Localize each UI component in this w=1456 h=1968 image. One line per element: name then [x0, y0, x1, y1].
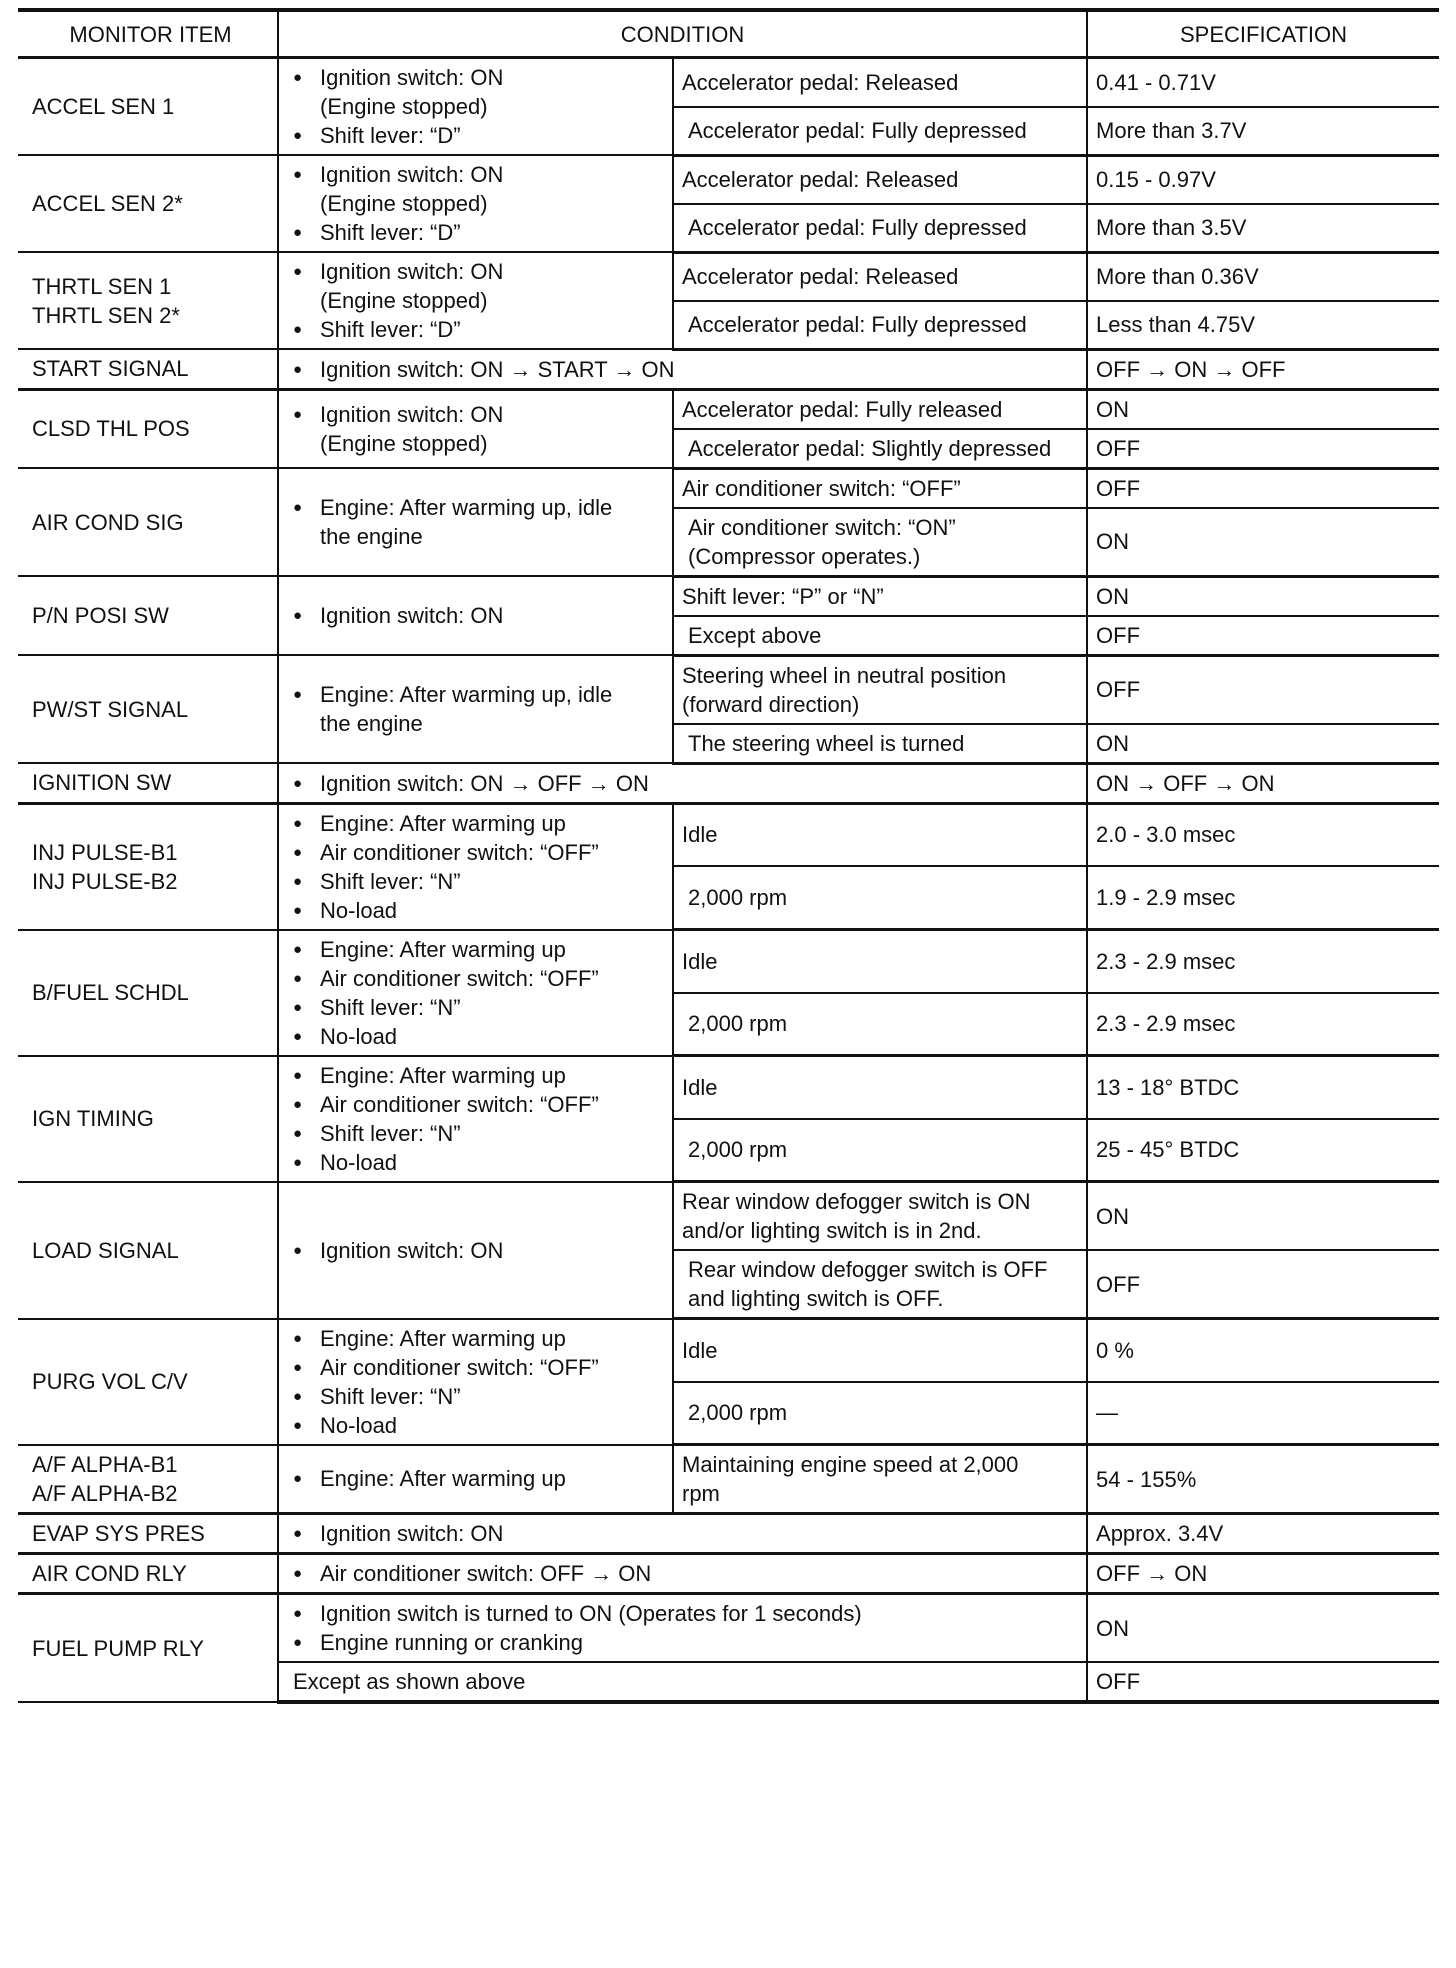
specification-value: Less than 4.75V	[1087, 301, 1439, 350]
condition-specific: Accelerator pedal: Fully depressed	[673, 204, 1087, 253]
monitor-item-name: AIR COND RLY	[18, 1554, 278, 1594]
specification-value: More than 3.5V	[1087, 204, 1439, 253]
specification-value: Approx. 3.4V	[1087, 1514, 1439, 1554]
specification-value: OFF	[1087, 655, 1439, 724]
specification-value: OFF	[1087, 616, 1439, 656]
table-row	[18, 252, 1439, 301]
specification-value: OFF → ON	[1087, 1554, 1439, 1594]
condition-specific: 2,000 rpm	[673, 866, 1087, 929]
condition-general	[278, 1594, 1087, 1663]
specification-value: ON	[1087, 1182, 1439, 1251]
condition-bullet-list	[287, 935, 664, 1051]
condition-bullet-item: ● Shift lever: “N”	[293, 1119, 664, 1148]
condition-bullet-list	[287, 809, 664, 925]
condition-specific: 2,000 rpm	[673, 1119, 1087, 1182]
condition-bullet-item: ● Shift lever: “N”	[293, 993, 664, 1022]
condition-bullet-list	[287, 1464, 664, 1493]
monitor-item-name: ACCEL SEN 2*	[18, 155, 278, 252]
table-row	[18, 468, 1439, 508]
specification-value: —	[1087, 1382, 1439, 1445]
condition-bullet-item: ● Ignition switch: ON (Engine stopped)	[293, 400, 664, 458]
monitor-item-name: PW/ST SIGNAL	[18, 655, 278, 763]
monitor-item-name: CLSD THL POS	[18, 389, 278, 468]
condition-specific: 2,000 rpm	[673, 993, 1087, 1056]
condition-specific: Accelerator pedal: Released	[673, 155, 1087, 204]
specification-value: 25 - 45° BTDC	[1087, 1119, 1439, 1182]
condition-bullet-item: ● Engine: After warming up, idle the engine	[293, 680, 664, 738]
condition-bullet-list	[287, 257, 664, 344]
table-row	[18, 349, 1439, 389]
condition-bullet-item: ● Ignition switch: ON	[293, 601, 664, 630]
specification-value: ON → OFF → ON	[1087, 763, 1439, 803]
condition-specific: 2,000 rpm	[673, 1382, 1087, 1445]
header-specification: SPECIFICATION	[1087, 10, 1439, 58]
condition-general: Except as shown above	[278, 1662, 1087, 1702]
specification-value: 54 - 155%	[1087, 1445, 1439, 1514]
condition-specific: Air conditioner switch: “ON” (Compressor operates.)	[673, 508, 1087, 577]
condition-bullet-item: ● Air conditioner switch: “OFF”	[293, 964, 664, 993]
condition-bullet-item: ● Engine: After warming up	[293, 1324, 664, 1353]
header-monitor-item: MONITOR ITEM	[18, 10, 278, 58]
specification-value: OFF	[1087, 468, 1439, 508]
condition-general	[278, 1554, 1087, 1594]
header-condition: CONDITION	[278, 10, 1087, 58]
condition-bullet-item: ● Engine: After warming up	[293, 935, 664, 964]
condition-specific: Accelerator pedal: Fully depressed	[673, 301, 1087, 350]
monitor-item-name: AIR COND SIG	[18, 468, 278, 576]
table-row	[18, 1514, 1439, 1554]
condition-general	[278, 1319, 673, 1445]
condition-bullet-list	[287, 601, 664, 630]
monitor-item-name: LOAD SIGNAL	[18, 1182, 278, 1319]
condition-bullet-item: ● Engine: After warming up	[293, 1061, 664, 1090]
table-row	[18, 389, 1439, 429]
condition-general	[278, 1514, 1087, 1554]
condition-bullet-list	[287, 1324, 664, 1440]
condition-bullet-item: ● Engine running or cranking	[293, 1628, 1078, 1657]
condition-bullet-list	[287, 1559, 1078, 1588]
condition-bullet-item: ● Shift lever: “N”	[293, 1382, 664, 1411]
monitor-item-name: EVAP SYS PRES	[18, 1514, 278, 1554]
condition-bullet-list	[287, 355, 1078, 384]
specification-value: 0 %	[1087, 1319, 1439, 1382]
specification-value: 0.41 - 0.71V	[1087, 58, 1439, 107]
condition-bullet-item: ● Ignition switch: ON (Engine stopped)	[293, 257, 664, 315]
condition-specific: Rear window defogger switch is OFF and lighting switch is OFF.	[673, 1250, 1087, 1319]
condition-general	[278, 803, 673, 930]
condition-bullet-item: ● No-load	[293, 1022, 664, 1051]
monitor-item-name: INJ PULSE-B1 INJ PULSE-B2	[18, 803, 278, 930]
specification-value: ON	[1087, 1594, 1439, 1663]
condition-general	[278, 468, 673, 576]
condition-specific: Air conditioner switch: “OFF”	[673, 468, 1087, 508]
condition-bullet-list	[287, 769, 1078, 798]
specification-value: ON	[1087, 576, 1439, 616]
condition-specific: The steering wheel is turned	[673, 724, 1087, 764]
condition-general	[278, 1182, 673, 1319]
specification-value: OFF	[1087, 1662, 1439, 1702]
condition-general	[278, 252, 673, 349]
specification-value: More than 0.36V	[1087, 252, 1439, 301]
table-row	[18, 1445, 1439, 1514]
condition-general	[278, 930, 673, 1056]
condition-bullet-item: ● No-load	[293, 1148, 664, 1177]
condition-bullet-item: ● Ignition switch: ON	[293, 1236, 664, 1265]
condition-bullet-item: ● Engine: After warming up	[293, 1464, 664, 1493]
condition-general	[278, 576, 673, 655]
monitor-spec-table	[18, 8, 1439, 1704]
specification-value: ON	[1087, 508, 1439, 577]
condition-bullet-item: ● Air conditioner switch: “OFF”	[293, 1353, 664, 1382]
specification-value: 0.15 - 0.97V	[1087, 155, 1439, 204]
condition-bullet-list	[287, 63, 664, 150]
condition-bullet-item: ● Ignition switch: ON → START → ON	[293, 355, 1078, 384]
specification-value: 1.9 - 2.9 msec	[1087, 866, 1439, 929]
condition-specific: Except above	[673, 616, 1087, 656]
table-row	[18, 1319, 1439, 1382]
monitor-item-name: IGN TIMING	[18, 1056, 278, 1182]
condition-specific: Idle	[673, 1319, 1087, 1382]
specification-value: OFF	[1087, 1250, 1439, 1319]
condition-bullet-item: ● Engine: After warming up, idle the engine	[293, 493, 664, 551]
condition-bullet-item: ● Air conditioner switch: “OFF”	[293, 1090, 664, 1119]
condition-general	[278, 655, 673, 763]
specification-value: More than 3.7V	[1087, 107, 1439, 155]
table-row	[18, 576, 1439, 616]
condition-bullet-item: ● Air conditioner switch: OFF → ON	[293, 1559, 1078, 1588]
table-row	[18, 1594, 1439, 1663]
condition-bullet-item: ● No-load	[293, 896, 664, 925]
condition-general	[278, 1445, 673, 1514]
specification-value: 2.3 - 2.9 msec	[1087, 993, 1439, 1056]
condition-bullet-item: ● Ignition switch: ON (Engine stopped)	[293, 160, 664, 218]
condition-specific: Maintaining engine speed at 2,000 rpm	[673, 1445, 1087, 1514]
specification-value: 13 - 18° BTDC	[1087, 1056, 1439, 1119]
condition-general	[278, 389, 673, 468]
specification-value: OFF → ON → OFF	[1087, 349, 1439, 389]
condition-bullet-item: ● No-load	[293, 1411, 664, 1440]
specification-value: OFF	[1087, 429, 1439, 469]
table-row	[18, 1182, 1439, 1251]
condition-specific: Shift lever: “P” or “N”	[673, 576, 1087, 616]
condition-bullet-item: ● Engine: After warming up	[293, 809, 664, 838]
condition-bullet-item: ● Shift lever: “D”	[293, 121, 664, 150]
condition-general	[278, 1056, 673, 1182]
table-row	[18, 763, 1439, 803]
condition-bullet-list	[287, 680, 664, 738]
condition-bullet-item: ● Ignition switch: ON → OFF → ON	[293, 769, 1078, 798]
table-row	[18, 58, 1439, 107]
condition-bullet-item: ● Ignition switch is turned to ON (Operates for 1 seconds)	[293, 1599, 1078, 1628]
condition-bullet-item: ● Air conditioner switch: “OFF”	[293, 838, 664, 867]
table-row	[18, 655, 1439, 724]
monitor-item-name: B/FUEL SCHDL	[18, 930, 278, 1056]
specification-value: 2.0 - 3.0 msec	[1087, 803, 1439, 866]
condition-general	[278, 763, 1087, 803]
condition-specific: Idle	[673, 1056, 1087, 1119]
condition-bullet-item: ● Shift lever: “D”	[293, 218, 664, 247]
condition-specific: Accelerator pedal: Slightly depressed	[673, 429, 1087, 469]
condition-specific: Rear window defogger switch is ON and/or lighting switch is in 2nd.	[673, 1182, 1087, 1251]
condition-specific: Accelerator pedal: Fully released	[673, 389, 1087, 429]
table-row	[18, 1554, 1439, 1594]
condition-bullet-item: ● Shift lever: “N”	[293, 867, 664, 896]
monitor-item-name: IGNITION SW	[18, 763, 278, 803]
condition-bullet-list	[287, 1599, 1078, 1657]
condition-general	[278, 349, 1087, 389]
condition-specific: Accelerator pedal: Fully depressed	[673, 107, 1087, 155]
monitor-item-name: PURG VOL C/V	[18, 1319, 278, 1445]
table-row	[18, 1056, 1439, 1119]
condition-bullet-list	[287, 1236, 664, 1265]
condition-bullet-item: ● Ignition switch: ON	[293, 1519, 1078, 1548]
specification-value: ON	[1087, 724, 1439, 764]
condition-specific: Idle	[673, 803, 1087, 866]
monitor-item-name: A/F ALPHA-B1 A/F ALPHA-B2	[18, 1445, 278, 1514]
table-row	[18, 930, 1439, 993]
condition-bullet-list	[287, 400, 664, 458]
monitor-item-name: START SIGNAL	[18, 349, 278, 389]
monitor-item-name: ACCEL SEN 1	[18, 58, 278, 156]
condition-specific: Idle	[673, 930, 1087, 993]
monitor-item-name: FUEL PUMP RLY	[18, 1594, 278, 1703]
header-row	[18, 10, 1439, 58]
condition-bullet-item: ● Ignition switch: ON (Engine stopped)	[293, 63, 664, 121]
specification-value: ON	[1087, 389, 1439, 429]
condition-specific: Accelerator pedal: Released	[673, 58, 1087, 107]
condition-bullet-list	[287, 160, 664, 247]
condition-general	[278, 155, 673, 252]
condition-bullet-item: ● Shift lever: “D”	[293, 315, 664, 344]
monitor-item-name: THRTL SEN 1 THRTL SEN 2*	[18, 252, 278, 349]
condition-specific: Steering wheel in neutral position (forward direction)	[673, 655, 1087, 724]
condition-specific: Accelerator pedal: Released	[673, 252, 1087, 301]
table-row	[18, 803, 1439, 866]
specification-value: 2.3 - 2.9 msec	[1087, 930, 1439, 993]
monitor-item-name: P/N POSI SW	[18, 576, 278, 655]
condition-bullet-list	[287, 1519, 1078, 1548]
condition-general	[278, 58, 673, 156]
condition-bullet-list	[287, 1061, 664, 1177]
table-row	[18, 155, 1439, 204]
condition-bullet-list	[287, 493, 664, 551]
